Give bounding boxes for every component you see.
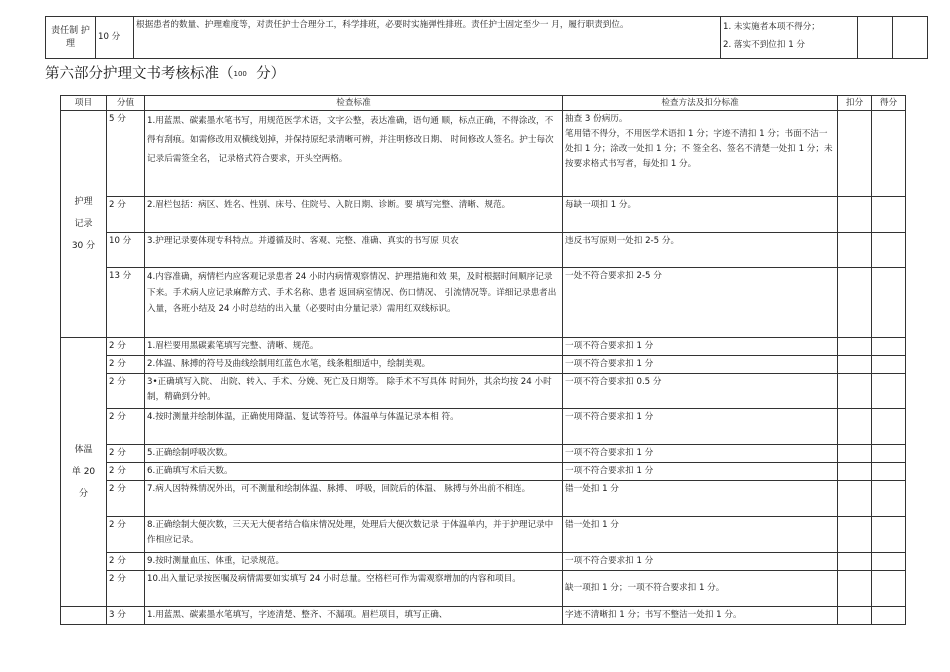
get-cell (872, 374, 906, 409)
table-row (61, 517, 906, 553)
deduct-cell (838, 233, 872, 268)
get-cell (893, 17, 928, 59)
table-row (61, 553, 906, 571)
deduct-cell (838, 111, 872, 197)
method-cell: 每缺一项扣 1 分。 (563, 197, 838, 233)
header-get: 得分 (872, 96, 906, 111)
score-cell: 2 分 (107, 571, 145, 607)
deduct-cell (838, 356, 872, 374)
score-cell: 2 分 (107, 338, 145, 356)
category-cell (61, 607, 107, 625)
section-title-points: 100 (233, 70, 247, 78)
get-cell (872, 571, 906, 607)
standard-cell: 1.用蓝黑、碳素墨水笔填写，字迹清楚、整齐、不漏项。眉栏项目，填写正确、 (145, 607, 563, 625)
method-cell: 一项不符合要求扣 0.5 分 (563, 374, 838, 409)
header-method: 检查方法及扣分标准 (563, 96, 838, 111)
get-cell (872, 463, 906, 481)
method-cell: 一项不符合要求扣 1 分 (563, 553, 838, 571)
method-cell: 一处不符合要求扣 2-5 分 (563, 268, 838, 338)
score-cell: 2 分 (107, 356, 145, 374)
method-cell: 一项不符合要求扣 1 分 (563, 445, 838, 463)
get-cell (872, 338, 906, 356)
get-cell (872, 445, 906, 463)
standard-cell: 6.正确填写术后天数。 (145, 463, 563, 481)
score-cell: 2 分 (107, 197, 145, 233)
header-standard: 检查标准 (145, 96, 563, 111)
table-row (61, 481, 906, 517)
responsibility-nursing-table (45, 16, 928, 59)
method-cell: 字迹不清晰扣 1 分；书写不整洁一处扣 1 分。 (563, 607, 838, 625)
table-row (61, 374, 906, 409)
score-cell: 2 分 (107, 374, 145, 409)
get-cell (872, 197, 906, 233)
table-row (61, 197, 906, 233)
standard-cell: 8.正确绘制大便次数，三天无大便者结合临床情况处理，处理后大便次数记录 于体温单内，并于护理记录中作相应记录。 (145, 517, 563, 553)
section-title-prefix: 第六部分护理文书考核标准（ (45, 66, 234, 82)
table-row (61, 571, 906, 607)
standard-cell: 4.内容准确，病情栏内应客观记录患者 24 小时内病情观察情况、护理措施和效 果，及时根据时间顺序记录下来。手术病人应记录麻醉方式、手术名称、患者 返回病室情况、伤口情况、 引流情况等。详细记录患者出入量，各班小结及 24 小时总结的出入量（必要时由分量记录）需用红双线标识。 (145, 268, 563, 338)
nursing-document-table (60, 95, 906, 625)
deduct-cell (838, 338, 872, 356)
method-cell: 错一处扣 1 分 (563, 481, 838, 517)
standard-cell: 2.眉栏包括：病区、姓名、性别、床号、住院号、入院日期、诊断。要 填写完整、清晰、规范。 (145, 197, 563, 233)
score-cell: 2 分 (107, 553, 145, 571)
table-row (61, 233, 906, 268)
deduct-cell (838, 268, 872, 338)
standard-cell: 9.按时测量血压、体重，记录规范。 (145, 553, 563, 571)
standard-cell: 1.眉栏要用黑碳素笔填写完整、清晰、规范。 (145, 338, 563, 356)
section-title (45, 62, 285, 83)
method-cell: 缺一项扣 1 分；一项不符合要求扣 1 分。 (563, 571, 838, 607)
deduct-cell (838, 197, 872, 233)
score-cell: 2 分 (107, 463, 145, 481)
standard-cell: 10.出入量记录按医嘱及病情需要如实填写 24 小时总量。空格栏可作为需观察增加的内容和项目。 (145, 571, 563, 607)
get-cell (872, 356, 906, 374)
method-cell: 一项不符合要求扣 1 分 (563, 356, 838, 374)
table-row (46, 17, 928, 59)
table-row (61, 607, 906, 625)
standard-cell: 3•正确填写入院、 出院、转入、手术、分娩、死亡及日期等。 除手术不写具体 时间外，其余均按 24 小时制，精确到分钟。 (145, 374, 563, 409)
get-cell (872, 517, 906, 553)
score-cell: 5 分 (107, 111, 145, 197)
method-cell: 1. 未实施者本项不得分； 2. 落实不到位扣 1 分 (721, 17, 858, 59)
get-cell (872, 268, 906, 338)
standard-cell: 1.用蓝黑、碳素墨水笔书写，用规范医学术语，文字公整，表达准确，语句通 顺，标点正确，不得涂改，不得有刮痕。如需修改用双横线划掉，并保持原纪录清晰可辨，并注明修改日期、 时间修改人签名。护士每次记录后需签全名， 记录格式符合要求，开头空两格。 (145, 111, 563, 197)
header-item: 项目 (61, 96, 107, 111)
deduct-cell (838, 409, 872, 445)
method-cell: 一项不符合要求扣 1 分 (563, 409, 838, 445)
method-cell: 违反书写原则一处扣 2-5 分。 (563, 233, 838, 268)
method-cell: 错一处扣 1 分 (563, 517, 838, 553)
get-cell (872, 481, 906, 517)
standard-cell: 3.护理记录要体现专科特点。并遵循及时、客观、完整、准确、真实的书写原 贝农 (145, 233, 563, 268)
score-cell: 2 分 (107, 517, 145, 553)
standard-cell: 根据患者的数量、护理难度等，对责任护士合理分工，科学排班，必要时实施弹性排班。责任护士固定至少一 月，履行职责到位。 (134, 17, 721, 59)
section-title-suffix: 分） (256, 66, 286, 82)
table-row (61, 463, 906, 481)
score-cell: 2 分 (107, 481, 145, 517)
deduct-cell (838, 571, 872, 607)
deduct-cell (858, 17, 893, 59)
header-score: 分值 (107, 96, 145, 111)
score-cell: 10 分 (96, 17, 134, 59)
score-cell: 3 分 (107, 607, 145, 625)
get-cell (872, 111, 906, 197)
get-cell (872, 233, 906, 268)
deduct-cell (838, 374, 872, 409)
item-cell: 责任制 护理 (46, 17, 96, 59)
standard-cell: 5.正确绘制呼吸次数。 (145, 445, 563, 463)
deduct-cell (838, 481, 872, 517)
table-row (61, 268, 906, 338)
score-cell: 2 分 (107, 445, 145, 463)
get-cell (872, 553, 906, 571)
standard-cell: 7.病人因特殊情况外出，可不测量和绘制体温、脉搏、 呼吸，回院后的体温、 脉搏与外出前不相连。 (145, 481, 563, 517)
header-row (61, 96, 906, 111)
get-cell (872, 607, 906, 625)
method-cell: 一项不符合要求扣 1 分 (563, 338, 838, 356)
score-cell: 13 分 (107, 268, 145, 338)
standard-cell: 4.按时测量并绘制体温，正确使用降温、复试等符号。体温单与体温记录本相 符。 (145, 409, 563, 445)
table-row (61, 445, 906, 463)
deduct-cell (838, 607, 872, 625)
method-cell: 一项不符合要求扣 1 分 (563, 463, 838, 481)
deduct-cell (838, 445, 872, 463)
deduct-cell (838, 553, 872, 571)
table-row (61, 338, 906, 356)
get-cell (872, 409, 906, 445)
method-cell: 抽查 3 份病历。 笔用错不得分，不用医学术语扣 1 分；字迹不清扣 1 分；书面不洁一处扣 1 分；涂改一处扣 1 分；不 签全名、签名不清楚一处扣 1 分；未按要求格式书写者，每处扣 1 分。 (563, 111, 838, 197)
score-cell: 2 分 (107, 409, 145, 445)
table-row (61, 356, 906, 374)
table-row (61, 409, 906, 445)
category-nursing-record: 护理 记录 30 分 (61, 111, 107, 338)
deduct-cell (838, 517, 872, 553)
header-deduct: 扣分 (838, 96, 872, 111)
deduct-cell (838, 463, 872, 481)
standard-cell: 2.体温、脉搏的符号及曲线绘制用红蓝色水笔，线条粗细适中，绘制美观。 (145, 356, 563, 374)
score-cell: 10 分 (107, 233, 145, 268)
category-temperature-chart: 体温 单 20 分 (61, 338, 107, 607)
table-row (61, 111, 906, 197)
